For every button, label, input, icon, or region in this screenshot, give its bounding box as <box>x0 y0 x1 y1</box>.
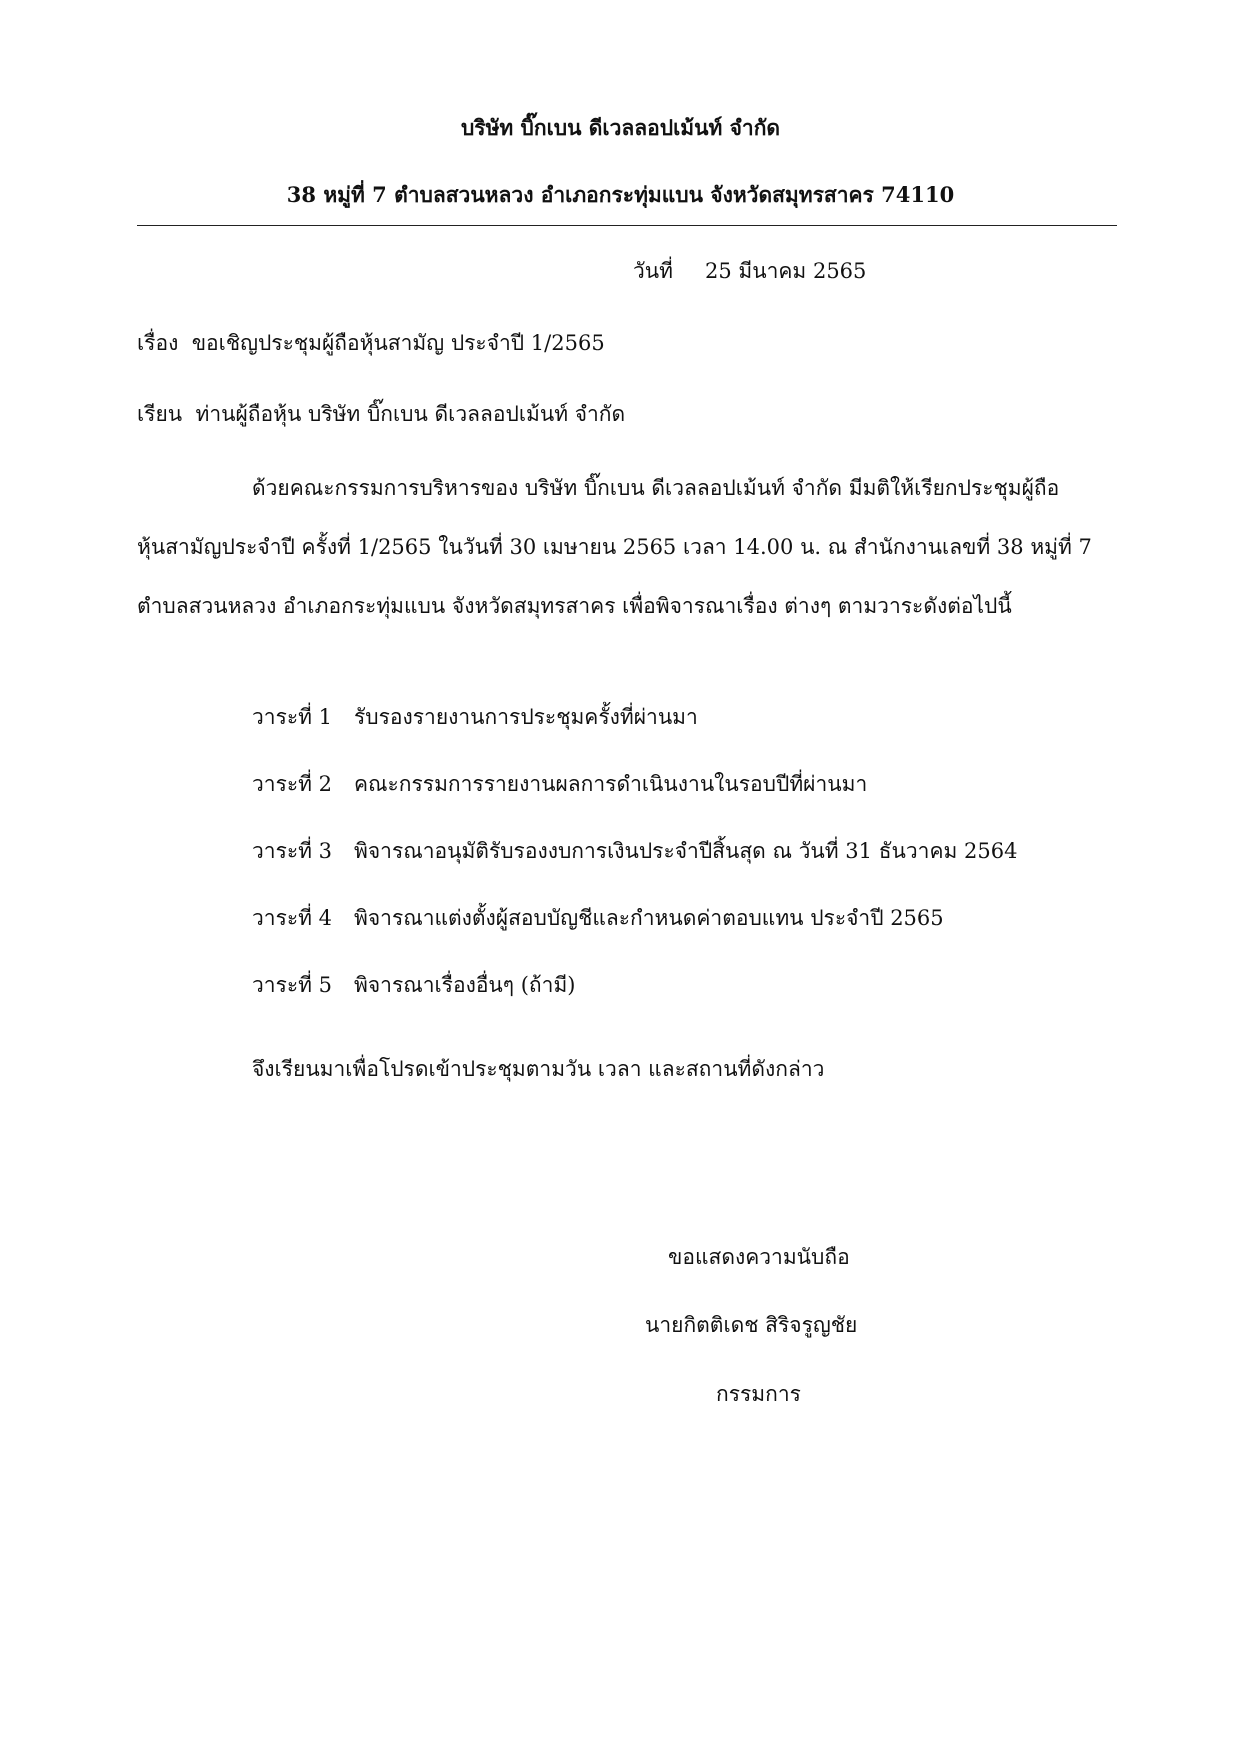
agenda-item <box>252 971 575 999</box>
agenda-number: วาระที่ 3 <box>252 839 333 863</box>
agenda-text: พิจารณาอนุมัติรับรองงบการเงินประจำปีสิ้นสุด ณ วันที่ 31 ธันวาคม 2564 <box>354 839 1018 863</box>
agenda-item <box>252 904 944 932</box>
signature-regards: ขอแสดงความนับถือ <box>668 1245 850 1269</box>
subject-line <box>137 329 605 357</box>
company-address: 38 หมู่ที่ 7 ตำบลสวนหลวง อำเภอกระทุ่มแบน จังหวัดสมุทรสาคร 74110 <box>286 182 955 207</box>
header-divider <box>137 225 1117 226</box>
recipient-text: ท่านผู้ถือหุ้น บริษัท บิ๊กเบน ดีเวลลอปเม้นท์ จำกัด <box>195 402 626 426</box>
signature-title: กรรมการ <box>716 1382 801 1406</box>
subject-text: ขอเชิญประชุมผู้ถือหุ้นสามัญ ประจำปี 1/2565 <box>191 331 605 355</box>
agenda-number: วาระที่ 2 <box>252 772 333 796</box>
agenda-text: รับรองรายงานการประชุมครั้งที่ผ่านมา <box>354 705 698 729</box>
agenda-number: วาระที่ 1 <box>252 705 333 729</box>
agenda-item <box>252 770 867 798</box>
date-value: 25 มีนาคม 2565 <box>705 259 867 283</box>
company-name: บริษัท บิ๊กเบน ดีเวลลอปเม้นท์ จำกัด <box>460 115 781 140</box>
recipient-line <box>137 400 625 428</box>
letter-date <box>633 257 866 285</box>
agenda-text: พิจารณาแต่งตั้งผู้สอบบัญชีและกำหนดค่าตอบแทน ประจำปี 2565 <box>354 906 944 930</box>
agenda-text: คณะกรรมการรายงานผลการดำเนินงานในรอบปีที่ผ่านมา <box>354 772 868 796</box>
subject-label: เรื่อง <box>137 331 179 355</box>
agenda-text: พิจารณาเรื่องอื่นๆ (ถ้ามี) <box>354 973 576 997</box>
agenda-item <box>252 837 1017 865</box>
body-paragraph-line-3: ตำบลสวนหลวง อำเภอกระทุ่มแบน จังหวัดสมุทรสาคร เพื่อพิจารณาเรื่อง ต่างๆ ตามวาระดังต่อไปนี้ <box>137 594 1012 618</box>
closing-sentence: จึงเรียนมาเพื่อโปรดเข้าประชุมตามวัน เวลา และสถานที่ดังกล่าว <box>252 1057 825 1081</box>
agenda-number: วาระที่ 5 <box>252 973 333 997</box>
recipient-label: เรียน <box>137 402 183 426</box>
body-paragraph-line-1: ด้วยคณะกรรมการบริหารของ บริษัท บิ๊กเบน ดีเวลลอปเม้นท์ จำกัด มีมติให้เรียกประชุมผู้ถือ <box>252 476 1060 500</box>
agenda-item <box>252 703 698 731</box>
agenda-number: วาระที่ 4 <box>252 906 333 930</box>
body-paragraph-line-2: หุ้นสามัญประจำปี ครั้งที่ 1/2565 ในวันที่ 30 เมษายน 2565 เวลา 14.00 น. ณ สำนักงานเลขที่ 38 หมู่ที่ 7 <box>137 535 1092 559</box>
date-label: วันที่ <box>633 259 673 283</box>
signature-name: นายกิตติเดช สิริจรูญชัย <box>645 1313 858 1337</box>
